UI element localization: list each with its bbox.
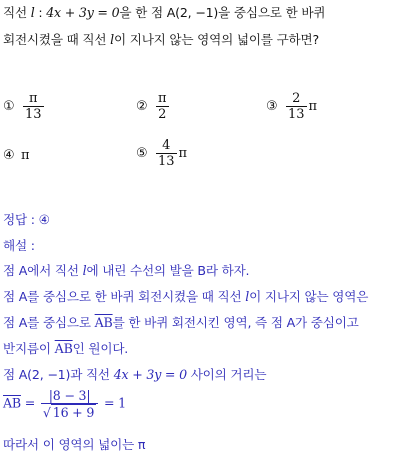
segment-ab: $\overline{AB}$ [3,395,21,411]
numerator: 2 [286,91,307,107]
fraction [286,91,307,122]
choice-1[interactable] [3,91,46,122]
solution-line-5 [3,364,266,383]
question-line-1 [3,2,325,21]
solution-text: 점 A(2, −1)과 직선 [3,367,114,382]
denominator [41,404,98,420]
question-text: 회전시켰을 때 직선 [3,32,111,47]
line-symbol: l [82,263,87,278]
solution-text: 인 원이다. [72,341,129,356]
solution-text: 이 지나지 않는 영역은 [249,289,369,304]
question-text: : [34,5,47,20]
line-symbol: l [30,5,35,20]
solution-text: 를 한 바퀴 회전시킨 영역, 즉 점 A가 중심이고 [112,315,359,330]
denominator: 2 [158,107,167,122]
solution-text: 반지름이 [3,341,55,356]
question-text: 을 한 점 A(2, −1)을 중심으로 한 바퀴 [119,5,326,20]
solution-text: 점 A를 중심으로 한 바퀴 회전시켰을 때 직선 [3,289,246,304]
choice-3[interactable] [266,91,317,122]
line-symbol: l [245,289,250,304]
segment-ab: $\overline{AB}$ [94,315,113,330]
equals-sign: = [20,395,39,411]
solution-line-1 [3,260,249,279]
segment-ab: $\overline{AB}$ [54,341,73,356]
result: = 1 [100,395,126,411]
solution-line-2 [3,286,368,305]
choice-number: ③ [266,99,278,114]
radicand: 16 + 9 [52,405,95,420]
question-text: 이 지나지 않는 영역의 넓이를 구하면? [113,32,319,47]
line-equation: 4x + 3y = 0 [113,367,187,382]
fraction [156,91,169,122]
conclusion-line: 따라서 이 영역의 넓이는 π [3,437,146,452]
solution-line-3 [3,312,359,331]
question-line-2 [3,29,319,48]
line-symbol: l [110,32,114,47]
distance-fraction [41,388,98,420]
numerator: π [23,91,44,107]
choice-number: ① [3,99,15,114]
fraction [23,91,44,122]
choice-number: ② [136,99,148,114]
line-equation: 4x + 3y = 0 [46,5,120,20]
numerator: π [158,91,167,106]
sqrt-icon: √ [42,405,51,420]
pi-suffix: π [308,99,318,114]
choice-value: π [21,148,30,163]
distance-formula [3,388,126,420]
denominator: 13 [288,107,305,122]
denominator: 13 [25,107,42,122]
answer-line: 정답 : ④ [3,212,50,227]
explanation-label: 해설 : [3,238,35,253]
choice-number: ④ [3,148,15,163]
solution-text: 에 내린 수선의 발을 B라 하자. [86,263,250,278]
choice-4[interactable] [3,148,30,163]
choice-2[interactable] [136,91,171,122]
numerator: |8 − 3| [41,388,98,404]
numerator: 4 [156,138,177,154]
solution-text: 점 A를 중심으로 [3,315,95,330]
question-text: 직선 [3,5,31,20]
denominator: 13 [158,154,175,169]
solution-text: 점 A에서 직선 [3,263,83,278]
choice-5[interactable] [136,138,187,169]
solution-text: 사이의 거리는 [186,367,267,382]
choice-number: ⑤ [136,146,148,161]
pi-suffix: π [178,146,188,161]
fraction [156,138,177,169]
solution-line-4 [3,338,128,357]
